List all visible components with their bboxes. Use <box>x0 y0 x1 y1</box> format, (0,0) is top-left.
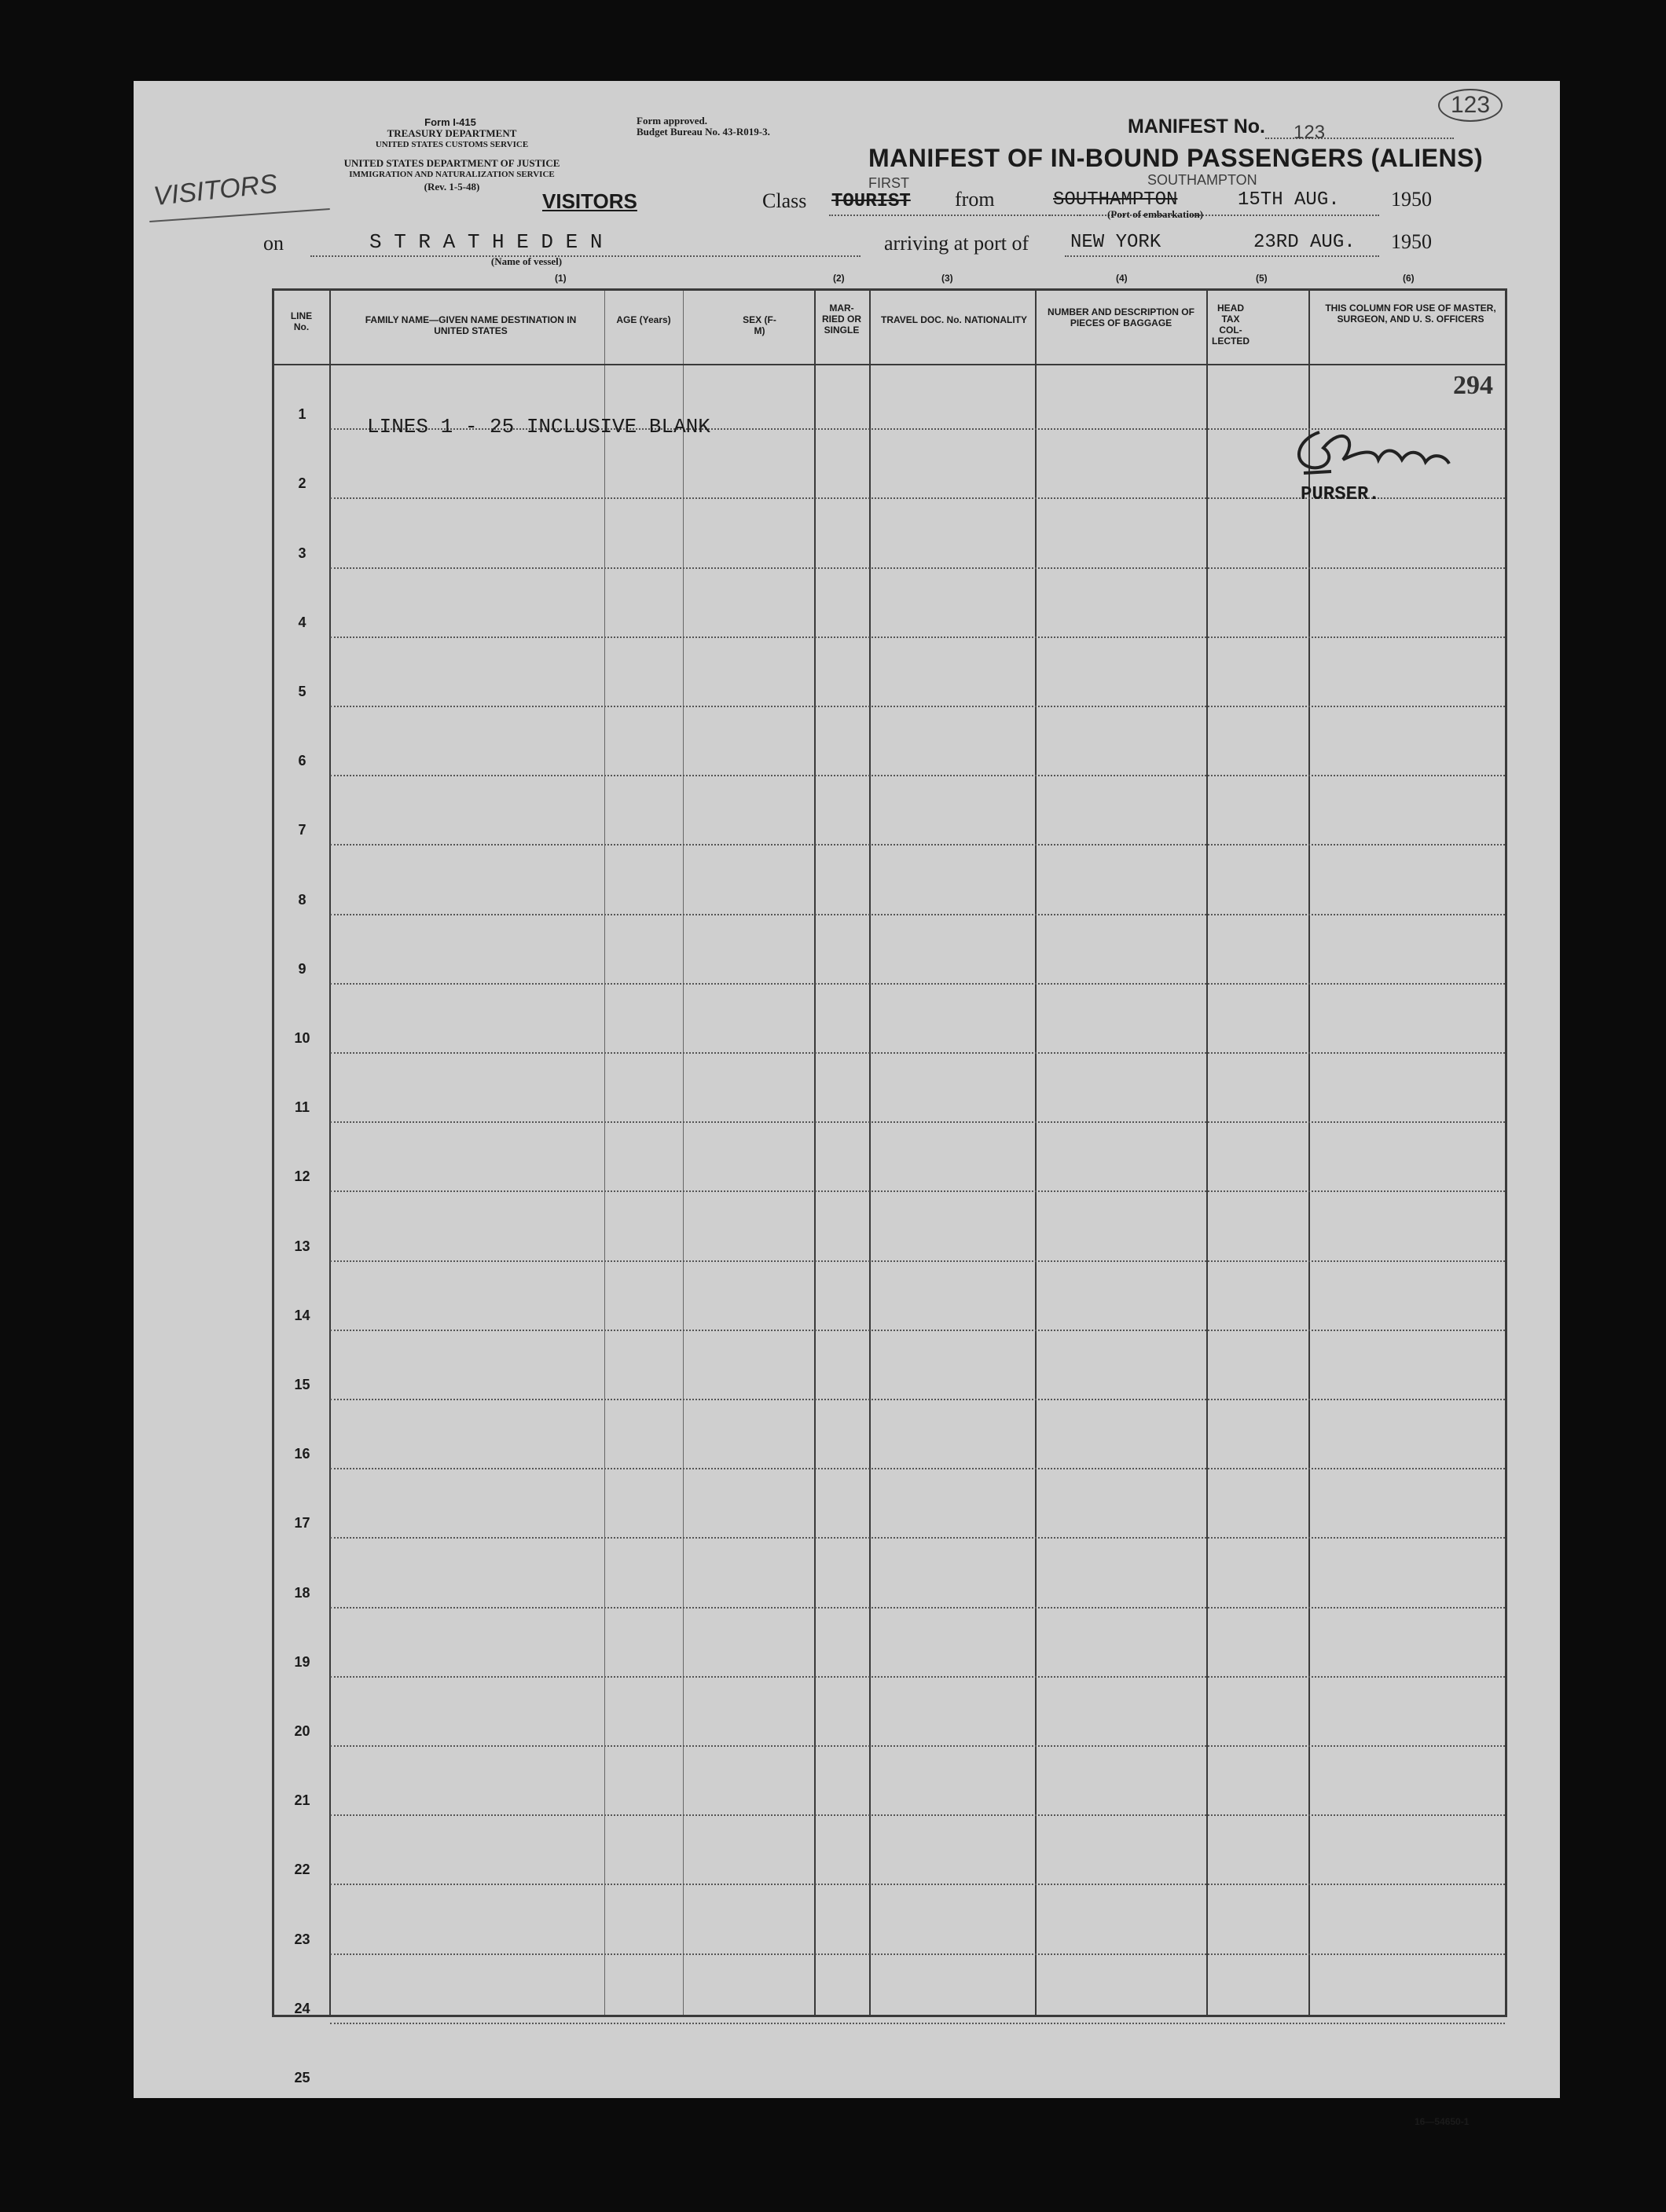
customs-service: UNITED STATES CUSTOMS SERVICE <box>375 140 529 149</box>
line-number: 5 <box>298 684 306 699</box>
line-number: 14 <box>294 1307 310 1323</box>
column-number: (6) <box>1403 273 1415 284</box>
line-number: 12 <box>294 1168 310 1185</box>
manifest-title: MANIFEST OF IN-BOUND PASSENGERS (ALIENS) <box>868 144 1484 172</box>
row-line <box>330 706 1505 707</box>
line-number: 10 <box>294 1030 310 1046</box>
row-line <box>330 1745 1505 1747</box>
manifest-no-label: MANIFEST No. <box>1128 116 1265 138</box>
row-line <box>330 983 1505 985</box>
passenger-table <box>272 288 1507 2085</box>
class-overwrite: FIRST <box>868 175 909 191</box>
line-number: 24 <box>294 2000 310 2016</box>
col-header-travel: TRAVEL DOC. No. NATIONALITY <box>881 314 1027 325</box>
class-value: TOURIST <box>831 191 911 212</box>
column-number: (4) <box>1116 273 1128 284</box>
row-line <box>330 1607 1505 1609</box>
depart-date: 15TH AUG. <box>1238 189 1340 211</box>
row-line <box>330 1330 1505 1331</box>
budget-bureau: Budget Bureau No. 43-R019-3. <box>637 126 770 138</box>
arrival-date: 23RD AUG. <box>1253 232 1356 253</box>
immigration-service: IMMIGRATION AND NATURALIZATION SERVICE <box>349 170 555 179</box>
row-line <box>330 2023 1505 2024</box>
row-line <box>330 914 1505 915</box>
column-divider <box>683 291 684 2015</box>
stamp-number: 294 <box>1453 371 1493 400</box>
column-number: (5) <box>1256 273 1268 284</box>
column-divider <box>1206 291 1208 2015</box>
line-number: 21 <box>294 1792 310 1809</box>
line-number: 9 <box>298 960 306 977</box>
class-line <box>829 215 1081 216</box>
visitors-label: VISITORS <box>542 189 637 213</box>
arrival-port: NEW YORK <box>1070 232 1161 253</box>
line-number: 7 <box>298 822 306 838</box>
revision-date: (Rev. 1-5-48) <box>424 181 480 193</box>
line-number: 8 <box>298 891 306 908</box>
column-divider <box>1308 291 1310 2015</box>
col-header-line-no: LINE No. <box>290 310 313 332</box>
visitors-underline <box>149 208 330 222</box>
line-number: 4 <box>298 614 306 630</box>
column-number: (1) <box>555 273 567 284</box>
form-number: Form I-415 <box>424 116 476 128</box>
class-label: Class <box>762 189 807 212</box>
line-number: 2 <box>298 475 306 492</box>
handwritten-visitors: VISITORS <box>152 168 279 212</box>
footer-code: 16—54650-1 <box>1415 2116 1470 2127</box>
header-separator <box>274 364 1505 365</box>
row-line <box>330 636 1505 638</box>
purser-signature <box>1288 416 1477 487</box>
corner-page-number: 123 <box>1438 89 1503 122</box>
row-line <box>330 1052 1505 1054</box>
line-number: 17 <box>294 1515 310 1532</box>
col-header-officers: THIS COLUMN FOR USE OF MASTER, SURGEON, AND U. S. OFFICERS <box>1325 303 1496 325</box>
vessel-caption: (Name of vessel) <box>490 255 563 267</box>
row-line <box>330 1676 1505 1678</box>
row-line <box>330 1814 1505 1816</box>
line-number: 25 <box>294 2070 310 2085</box>
manifest-no-value: 123 <box>1294 122 1326 143</box>
purser-label: PURSER. <box>1301 484 1380 505</box>
row-line <box>330 567 1505 569</box>
department-of-justice: UNITED STATES DEPARTMENT OF JUSTICE <box>343 157 560 169</box>
port-caption: (Port of embarkation) <box>1106 208 1204 220</box>
col-header-sex: SEX (F-M) <box>743 314 776 336</box>
line-number: 6 <box>298 753 306 769</box>
arrival-line <box>1065 255 1379 257</box>
column-divider <box>604 291 605 2015</box>
treasury-department: TREASURY DEPARTMENT <box>387 127 517 139</box>
line-number: 15 <box>294 1377 310 1392</box>
blank-lines-note: LINES 1 - 25 INCLUSIVE BLANK <box>367 415 710 438</box>
row-line <box>330 1953 1505 1955</box>
col-header-married: MAR- RIED OR SINGLE <box>821 303 861 336</box>
line-number: 20 <box>294 1723 310 1739</box>
row-line <box>330 1121 1505 1123</box>
arrival-year: 1950 <box>1391 230 1432 253</box>
row-line <box>330 1260 1505 1262</box>
row-line <box>330 1468 1505 1469</box>
vessel-name: S T R A T H E D E N <box>369 230 603 254</box>
manifest-page <box>134 81 1560 2127</box>
line-number: 3 <box>298 545 306 561</box>
row-line <box>330 1399 1505 1400</box>
column-number: (3) <box>941 273 953 284</box>
row-line <box>330 775 1505 776</box>
line-number: 16 <box>294 1446 310 1462</box>
column-divider <box>869 291 871 2015</box>
column-number: (2) <box>833 273 845 284</box>
line-number: 13 <box>294 1238 310 1254</box>
column-divider <box>1035 291 1037 2015</box>
depart-year: 1950 <box>1391 188 1432 211</box>
line-number: 18 <box>294 1584 310 1601</box>
form-approved: Form approved. <box>637 115 708 127</box>
col-header-name: FAMILY NAME—GIVEN NAME DESTINATION IN UNITED STATES <box>365 314 577 336</box>
row-line <box>330 844 1505 846</box>
col-header-age: AGE (Years) <box>616 314 671 325</box>
line-number: 22 <box>294 1862 310 1878</box>
row-line <box>330 1537 1505 1539</box>
on-label: on <box>263 232 284 255</box>
col-header-headtax: HEAD TAX COL- LECTED <box>1212 303 1250 347</box>
col-header-baggage: NUMBER AND DESCRIPTION OF PIECES OF BAGGAGE <box>1048 306 1194 328</box>
column-divider <box>814 291 816 2015</box>
from-overwrite: SOUTHAMPTON <box>1147 172 1257 188</box>
row-line <box>330 1190 1505 1192</box>
from-value: SOUTHAMPTON <box>1053 189 1178 211</box>
from-label: from <box>955 188 995 211</box>
row-line <box>330 1884 1505 1885</box>
line-number: 23 <box>294 1931 310 1947</box>
line-number: 19 <box>294 1653 310 1670</box>
arriving-label: arriving at port of <box>884 232 1029 255</box>
line-number: 11 <box>294 1099 310 1116</box>
line-number: 1 <box>298 406 306 423</box>
